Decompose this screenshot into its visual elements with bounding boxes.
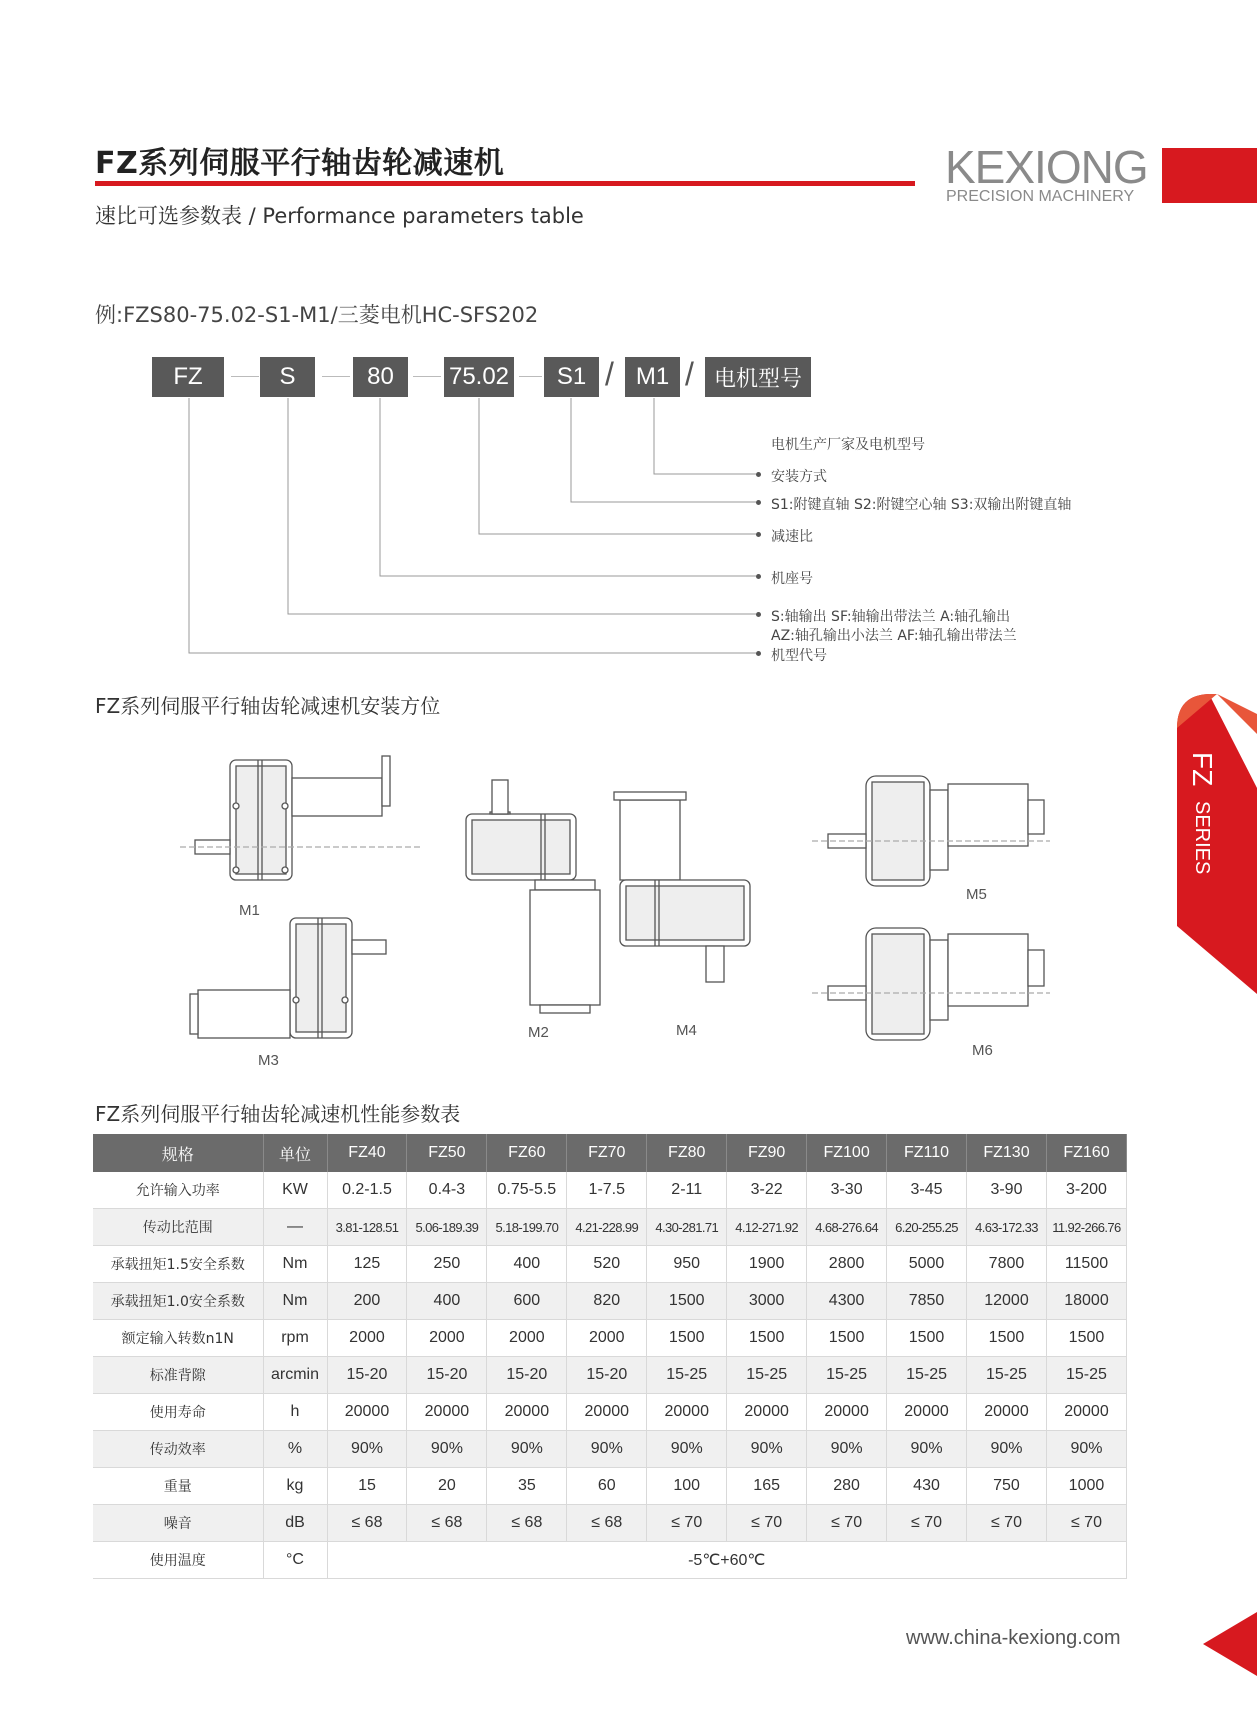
value-cell: 90% — [567, 1431, 647, 1468]
value-cell: 1500 — [1046, 1320, 1126, 1357]
code-box-s1: S1 — [544, 357, 599, 397]
value-cell: 3-30 — [807, 1172, 887, 1209]
value-cell: 15 — [327, 1468, 407, 1505]
mount-label-m1: M1 — [239, 902, 260, 919]
value-cell: ≤ 70 — [807, 1505, 887, 1542]
value-cell: 20000 — [967, 1394, 1047, 1431]
value-cell: 90% — [967, 1431, 1047, 1468]
header-model: FZ110 — [887, 1134, 967, 1172]
legend-output-type: S:轴输出 SF:轴输出带法兰 A:轴孔输出 — [771, 609, 1011, 625]
value-cell: 1500 — [807, 1320, 887, 1357]
table-row — [93, 1468, 1127, 1505]
value-cell: 400 — [407, 1283, 487, 1320]
temp-unit-cell: °C — [263, 1542, 327, 1579]
header-model: FZ40 — [327, 1134, 407, 1172]
value-cell: 90% — [887, 1431, 967, 1468]
value-cell: 2000 — [407, 1320, 487, 1357]
value-cell: 60 — [567, 1468, 647, 1505]
brand-logo: KEXIONG — [945, 141, 1148, 193]
header-model: FZ60 — [487, 1134, 567, 1172]
code-box-s: S — [260, 357, 315, 397]
mount-label-m3: M3 — [258, 1052, 279, 1069]
row-name-cell: 标准背隙 — [93, 1357, 263, 1394]
mount-label-m6: M6 — [972, 1042, 993, 1059]
value-cell: 11500 — [1046, 1246, 1126, 1283]
value-cell: 520 — [567, 1246, 647, 1283]
legend-motor-maker: 电机生产厂家及电机型号 — [771, 437, 925, 453]
row-name-cell: 使用寿命 — [93, 1394, 263, 1431]
mount-diagram-m3 — [190, 918, 386, 1038]
side-tab-series: SERIES — [1191, 800, 1213, 875]
row-name-cell: 重量 — [93, 1468, 263, 1505]
mount-label-m2: M2 — [528, 1024, 549, 1041]
value-cell: 3-22 — [727, 1172, 807, 1209]
value-cell: 1500 — [647, 1320, 727, 1357]
table-header-row — [93, 1134, 1127, 1172]
table-row — [93, 1505, 1127, 1542]
table-row — [93, 1431, 1127, 1468]
header-model: FZ50 — [407, 1134, 487, 1172]
value-cell: 15-25 — [727, 1357, 807, 1394]
value-cell: 35 — [487, 1468, 567, 1505]
row-unit-cell: rpm — [263, 1320, 327, 1357]
value-cell: 90% — [647, 1431, 727, 1468]
code-slash: / — [685, 356, 694, 392]
table-row — [93, 1172, 1127, 1209]
value-cell: 4.63-172.33 — [967, 1209, 1047, 1246]
value-cell: 90% — [327, 1431, 407, 1468]
row-name-cell: 允许输入功率 — [93, 1172, 263, 1209]
value-cell: 15-25 — [1046, 1357, 1126, 1394]
table-row — [93, 1246, 1127, 1283]
value-cell: 15-25 — [887, 1357, 967, 1394]
value-cell: 90% — [487, 1431, 567, 1468]
row-name-cell: 承载扭矩1.0安全系数 — [93, 1283, 263, 1320]
value-cell: 950 — [647, 1246, 727, 1283]
value-cell: 1900 — [727, 1246, 807, 1283]
value-cell: 7800 — [967, 1246, 1047, 1283]
header-unit: 单位 — [263, 1134, 327, 1172]
header-spec: 规格 — [93, 1134, 263, 1172]
value-cell: 20000 — [727, 1394, 807, 1431]
value-cell: 15-20 — [327, 1357, 407, 1394]
value-cell: 5.18-199.70 — [487, 1209, 567, 1246]
value-cell: 2800 — [807, 1246, 887, 1283]
example-model-text: 例:FZS80-75.02-S1-M1/三菱电机HC-SFS202 — [95, 303, 539, 327]
value-cell: 2-11 — [647, 1172, 727, 1209]
value-cell: 2000 — [327, 1320, 407, 1357]
value-cell: 20000 — [647, 1394, 727, 1431]
value-cell: 90% — [407, 1431, 487, 1468]
footer-arrow-icon — [1203, 1612, 1257, 1676]
value-cell: ≤ 68 — [567, 1505, 647, 1542]
code-box-m1: M1 — [625, 357, 680, 397]
row-name-cell: 额定输入转数n1N — [93, 1320, 263, 1357]
value-cell: 11.92-266.76 — [1046, 1209, 1126, 1246]
header-model: FZ130 — [967, 1134, 1047, 1172]
value-cell: 7850 — [887, 1283, 967, 1320]
mount-diagram-m2 — [466, 780, 600, 1013]
row-name-cell: 传动效率 — [93, 1431, 263, 1468]
row-name-cell: 噪音 — [93, 1505, 263, 1542]
value-cell: ≤ 70 — [887, 1505, 967, 1542]
value-cell: 2000 — [567, 1320, 647, 1357]
row-unit-cell: % — [263, 1431, 327, 1468]
mount-label-m5: M5 — [966, 886, 987, 903]
row-unit-cell: Nm — [263, 1283, 327, 1320]
mount-diagram-m4 — [614, 792, 750, 982]
header-model: FZ70 — [567, 1134, 647, 1172]
value-cell: 280 — [807, 1468, 887, 1505]
legend-shaft-type: S1:附键直轴 S2:附键空心轴 S3:双输出附键直轴 — [771, 497, 1072, 513]
value-cell: 6.20-255.25 — [887, 1209, 967, 1246]
value-cell: 20000 — [567, 1394, 647, 1431]
table-row-temperature — [93, 1542, 1127, 1579]
value-cell: 20000 — [327, 1394, 407, 1431]
value-cell: 3-45 — [887, 1172, 967, 1209]
mount-label-m4: M4 — [676, 1022, 697, 1039]
value-cell: 4.68-276.64 — [807, 1209, 887, 1246]
table-row — [93, 1209, 1127, 1246]
value-cell: 200 — [327, 1283, 407, 1320]
value-cell: 5.06-189.39 — [407, 1209, 487, 1246]
temp-value-cell: -5℃+60℃ — [327, 1542, 1127, 1579]
value-cell: 4.21-228.99 — [567, 1209, 647, 1246]
mount-diagram-m6 — [812, 928, 1050, 1040]
value-cell: 400 — [487, 1246, 567, 1283]
value-cell: 90% — [1046, 1431, 1126, 1468]
header-model: FZ160 — [1046, 1134, 1126, 1172]
mount-diagram-m1 — [180, 756, 420, 880]
table-title: FZ系列伺服平行轴齿轮减速机性能参数表 — [95, 1102, 461, 1126]
value-cell: 4.30-281.71 — [647, 1209, 727, 1246]
value-cell: 15-20 — [407, 1357, 487, 1394]
code-box-80: 80 — [353, 357, 408, 397]
row-name-cell: 承载扭矩1.5安全系数 — [93, 1246, 263, 1283]
value-cell: 1-7.5 — [567, 1172, 647, 1209]
value-cell: 750 — [967, 1468, 1047, 1505]
value-cell: 0.4-3 — [407, 1172, 487, 1209]
value-cell: 20000 — [887, 1394, 967, 1431]
value-cell: 3.81-128.51 — [327, 1209, 407, 1246]
value-cell: 15-25 — [647, 1357, 727, 1394]
value-cell: 20000 — [407, 1394, 487, 1431]
value-cell: 20 — [407, 1468, 487, 1505]
value-cell: 820 — [567, 1283, 647, 1320]
value-cell: 1500 — [647, 1283, 727, 1320]
value-cell: 100 — [647, 1468, 727, 1505]
series-side-label — [1186, 752, 1218, 874]
value-cell: ≤ 70 — [727, 1505, 807, 1542]
code-box-fz: FZ — [152, 357, 224, 397]
value-cell: 165 — [727, 1468, 807, 1505]
value-cell: 20000 — [487, 1394, 567, 1431]
value-cell: 0.75-5.5 — [487, 1172, 567, 1209]
value-cell: 4.12-271.92 — [727, 1209, 807, 1246]
header-model: FZ90 — [727, 1134, 807, 1172]
value-cell: 0.2-1.5 — [327, 1172, 407, 1209]
table-row — [93, 1357, 1127, 1394]
value-cell: 430 — [887, 1468, 967, 1505]
row-unit-cell: dB — [263, 1505, 327, 1542]
value-cell: 125 — [327, 1246, 407, 1283]
value-cell: 20000 — [1046, 1394, 1126, 1431]
value-cell: ≤ 68 — [487, 1505, 567, 1542]
value-cell: 1500 — [887, 1320, 967, 1357]
value-cell: 3000 — [727, 1283, 807, 1320]
value-cell: 18000 — [1046, 1283, 1126, 1320]
table-row — [93, 1394, 1127, 1431]
row-unit-cell: KW — [263, 1172, 327, 1209]
code-box-motor: 电机型号 — [705, 357, 811, 397]
header-model: FZ80 — [647, 1134, 727, 1172]
footer-website: www.china-kexiong.com — [906, 1627, 1121, 1649]
value-cell: ≤ 68 — [327, 1505, 407, 1542]
header-model: FZ100 — [807, 1134, 887, 1172]
value-cell: 1500 — [967, 1320, 1047, 1357]
row-unit-cell: kg — [263, 1468, 327, 1505]
value-cell: 12000 — [967, 1283, 1047, 1320]
value-cell: 15-25 — [807, 1357, 887, 1394]
value-cell: 15-20 — [567, 1357, 647, 1394]
value-cell: 20000 — [807, 1394, 887, 1431]
value-cell: ≤ 68 — [407, 1505, 487, 1542]
value-cell: 15-20 — [487, 1357, 567, 1394]
code-box-ratio: 75.02 — [444, 357, 514, 397]
brand-tagline: PRECISION MACHINERY — [946, 188, 1135, 205]
row-unit-cell: arcmin — [263, 1357, 327, 1394]
legend-output-type-2: AZ:轴孔输出小法兰 AF:轴孔输出带法兰 — [771, 628, 1017, 644]
row-unit-cell: — — [263, 1209, 327, 1246]
value-cell: ≤ 70 — [1046, 1505, 1126, 1542]
page-title: FZ系列伺服平行轴齿轮减速机 — [95, 146, 505, 181]
table-row — [93, 1283, 1127, 1320]
code-slash: / — [605, 356, 614, 392]
value-cell: 4300 — [807, 1283, 887, 1320]
legend-ratio: 减速比 — [771, 529, 813, 545]
legend-frame-size: 机座号 — [771, 571, 813, 587]
value-cell: 5000 — [887, 1246, 967, 1283]
value-cell: 2000 — [487, 1320, 567, 1357]
value-cell: 90% — [727, 1431, 807, 1468]
value-cell: 3-200 — [1046, 1172, 1126, 1209]
row-name-cell: 传动比范围 — [93, 1209, 263, 1246]
legend-mounting: 安装方式 — [771, 469, 827, 485]
value-cell: 1000 — [1046, 1468, 1126, 1505]
value-cell: 3-90 — [967, 1172, 1047, 1209]
mount-diagram-m5 — [812, 776, 1050, 886]
value-cell: ≤ 70 — [647, 1505, 727, 1542]
row-unit-cell: Nm — [263, 1246, 327, 1283]
table-row — [93, 1320, 1127, 1357]
value-cell: 15-25 — [967, 1357, 1047, 1394]
value-cell: 90% — [807, 1431, 887, 1468]
value-cell: ≤ 70 — [967, 1505, 1047, 1542]
page-subtitle: 速比可选参数表 / Performance parameters table — [95, 204, 584, 228]
legend-model-code: 机型代号 — [771, 648, 827, 664]
value-cell: 1500 — [727, 1320, 807, 1357]
side-tab-fz: FZ — [1187, 752, 1218, 787]
mounting-section-title: FZ系列伺服平行轴齿轮减速机安装方位 — [95, 694, 441, 718]
value-cell: 600 — [487, 1283, 567, 1320]
row-unit-cell: h — [263, 1394, 327, 1431]
temp-name-cell: 使用温度 — [93, 1542, 263, 1579]
performance-table — [93, 1134, 1127, 1579]
value-cell: 250 — [407, 1246, 487, 1283]
